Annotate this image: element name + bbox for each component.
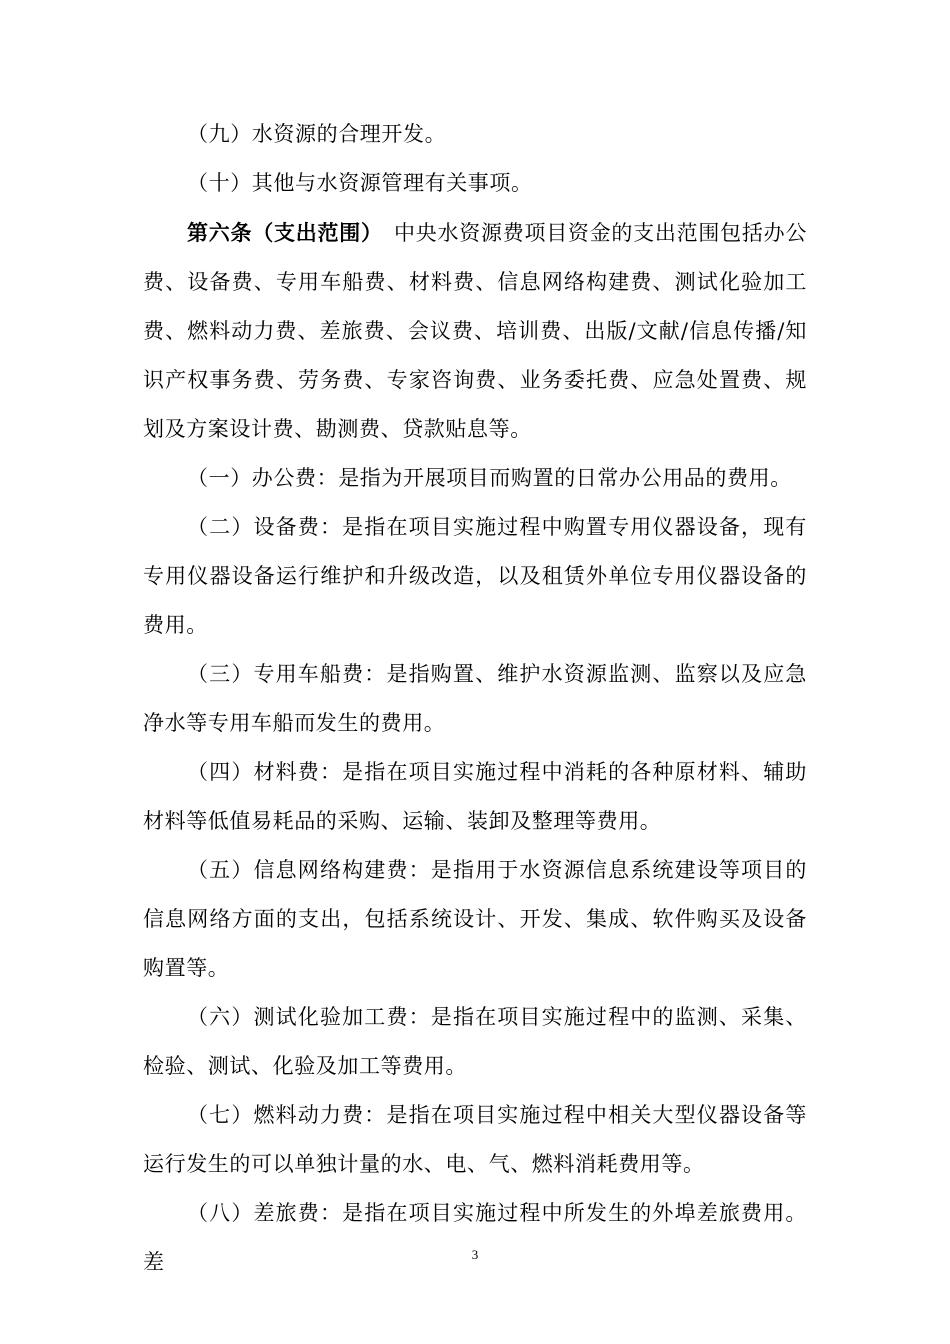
- paragraph-office-fee: （一）办公费：是指为开展项目而购置的日常办公用品的费用。: [187, 466, 792, 490]
- paragraph-fuel-power-fee: （七）燃料动力费：是指在项目实施过程中相关大型仪器设备等运行发生的可以单独计量的水、电、气、燃料消耗费用等。: [143, 1103, 807, 1176]
- paragraph-network-fee: （五）信息网络构建费：是指用于水资源信息系统建设等项目的信息网络方面的支出，包括系统设计、开发、集成、软件购买及设备购置等。: [143, 858, 807, 980]
- article-heading: 第六条（支出范围）: [187, 220, 373, 245]
- page-number: 3: [471, 1247, 479, 1262]
- paragraph-equipment-fee: （二）设备费：是指在项目实施过程中购置专用仪器设备，现有专用仪器设备运行维护和升级改造，以及租赁外单位专用仪器设备的费用。: [143, 515, 807, 637]
- paragraph-item-9: （九）水资源的合理开发。: [187, 122, 447, 146]
- paragraph-material-fee: （四）材料费：是指在项目实施过程中消耗的各种原材料、辅助材料等低值易耗品的采购、运输、装卸及整理等费用。: [143, 760, 807, 833]
- paragraph-testing-fee: （六）测试化验加工费：是指在项目实施过程中的监测、采集、检验、测试、化验及加工等费用。: [143, 1005, 807, 1078]
- paragraph-item-10: （十）其他与水资源管理有关事项。: [187, 171, 533, 195]
- paragraph-article-6: [143, 208, 807, 454]
- document-body: [143, 110, 807, 1287]
- article-body: 中央水资源费项目资金的支出范围包括办公费、设备费、专用车船费、材料费、信息网络构建费、测试化验加工费、燃料动力费、差旅费、会议费、培训费、出版/文献/信息传播/知识产权事务费、劳务费、专家咨询费、业务委托费、应急处置费、规划及方案设计费、勘测费、贷款贴息等。: [143, 221, 807, 441]
- paragraph-travel-fee: （八）差旅费：是指在项目实施过程中所发生的外埠差旅费用。差: [143, 1201, 807, 1274]
- paragraph-vehicle-vessel-fee: （三）专用车船费：是指购置、维护水资源监测、监察以及应急净水等专用车船而发生的费用。: [143, 662, 807, 735]
